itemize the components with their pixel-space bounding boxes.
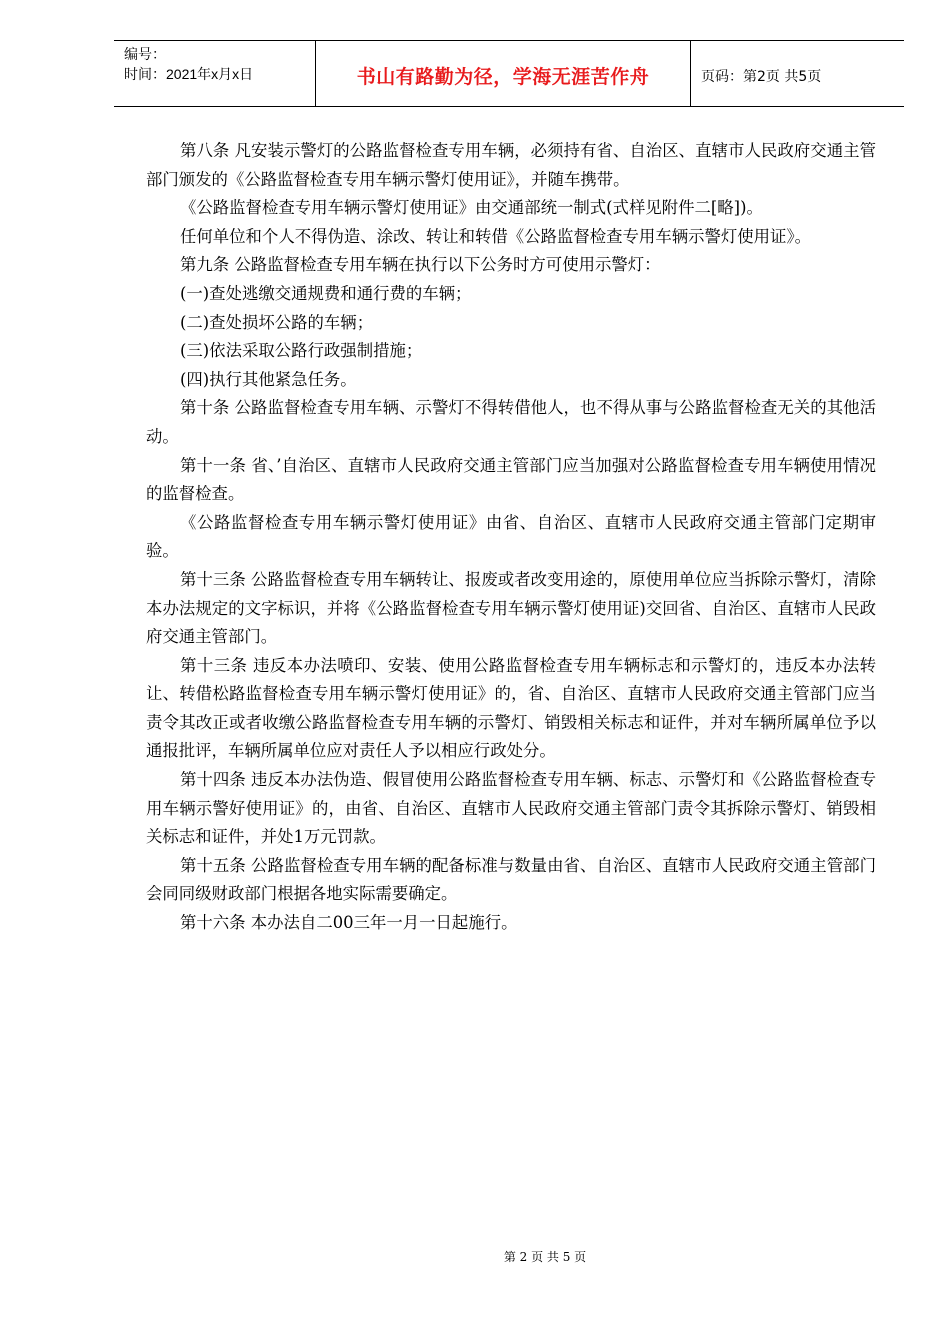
paragraph: (一)查处逃缴交通规费和通行费的车辆；	[180, 283, 472, 303]
document-body	[146, 137, 876, 938]
paragraph: 《公路监督检查专用车辆示警灯使用证》由省、自治区、直辖市人民政府交通主管部门定期审验。	[146, 512, 876, 561]
time-label: 时间：2021年x月x日	[124, 66, 254, 82]
paragraph: 第十三条 公路监督检查专用车辆转让、报废或者改变用途的，原使用单位应当拆除示警灯，清除本办法规定的文字标识，并将《公路监督检查专用车辆示警灯使用证)交回省、自治区、直辖市人民政府交通主管部门。	[146, 569, 876, 647]
header-motto: 书山有路勤为径，学海无涯苦作舟	[316, 41, 691, 106]
page-header	[114, 40, 904, 107]
paragraph: 第八条 凡安装示警灯的公路监督检查专用车辆，必须持有省、自治区、直辖市人民政府交通主管部门颁发的《公路监督检查专用车辆示警灯使用证》，并随车携带。	[146, 141, 876, 189]
header-page-info: 页码：第2页 共5页	[701, 68, 822, 85]
header-meta-cell	[114, 41, 316, 106]
paragraph: 第十三条 违反本办法喷印、安装、使用公路监督检查专用车辆标志和示警灯的，违反本办法转让、转借松路监督检查专用车辆示警灯使用证》的，省、自治区、直辖市人民政府交通主管部门应当责令其改正或者收缴公路监督检查专用车辆的示警灯、销毁相关标志和证件，并对车辆所属单位予以通报批评，车辆所属单位应对责任人予以相应行政处分。	[146, 655, 876, 761]
paragraph: 第十条 公路监督检查专用车辆、示警灯不得转借他人，也不得从事与公路监督检查无关的其他活动。	[146, 398, 876, 446]
paragraph: 第十五条 公路监督检查专用车辆的配备标准与数量由省、自治区、直辖市人民政府交通主管部门会同同级财政部门根据各地实际需要确定。	[146, 855, 876, 904]
doc-number-label: 编号：	[124, 46, 166, 62]
page-footer: 第 2 页 共 5 页	[503, 1250, 587, 1264]
paragraph: 第十四条 违反本办法伪造、假冒使用公路监督检查专用车辆、标志、示警灯和《公路监督检查专用车辆示警好使用证》的，由省、自治区、直辖市人民政府交通主管部门责令其拆除示警灯、销毁相关标志和证件，并处1万元罚款。	[146, 770, 876, 847]
paragraph: (三)依法采取公路行政强制措施；	[180, 341, 423, 361]
paragraph: (二)查处损坏公路的车辆；	[180, 312, 374, 332]
paragraph: 任何单位和个人不得伪造、涂改、转让和转借《公路监督检查专用车辆示警灯使用证》。	[180, 226, 812, 246]
paragraph: 《公路监督检查专用车辆示警灯使用证》由交通部统一制式(式样见附件二[略])。	[180, 198, 763, 218]
paragraph: 第十一条 省、’自治区、直辖市人民政府交通主管部门应当加强对公路监督检查专用车辆使用情况的监督检查。	[146, 455, 876, 504]
paragraph: 第十六条 本办法自二00三年一月一日起施行。	[180, 913, 518, 933]
paragraph: 第九条 公路监督检查专用车辆在执行以下公务时方可使用示警灯：	[180, 255, 661, 275]
paragraph: (四)执行其他紧急任务。	[180, 369, 357, 389]
